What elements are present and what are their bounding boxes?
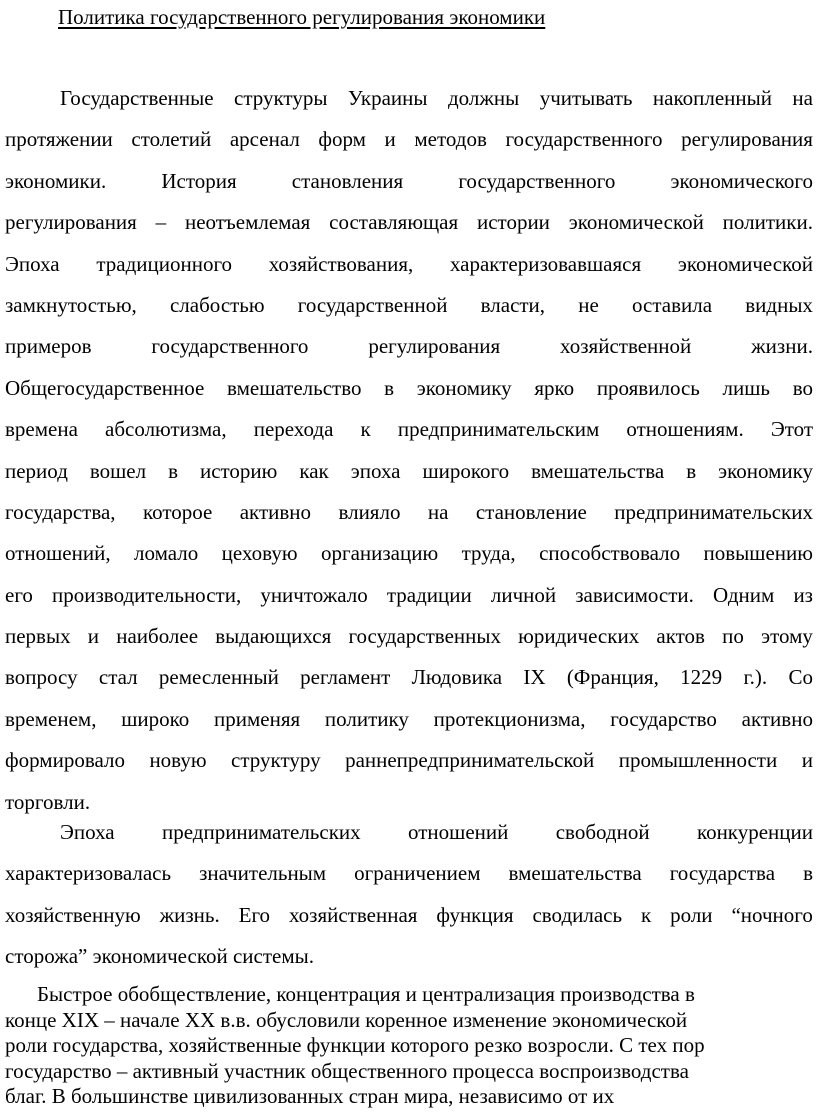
word: эпоха	[350, 458, 401, 483]
text-line	[5, 78, 813, 119]
word: экономику	[718, 458, 813, 483]
word: слабостью	[169, 292, 265, 317]
word: государственного	[458, 168, 616, 193]
text-line	[5, 202, 813, 243]
word: характеризовавшаяся	[449, 251, 642, 276]
word: Его	[238, 902, 271, 927]
word: хозяйственная	[288, 902, 418, 927]
word: накопленный	[652, 86, 772, 110]
word: регулирования	[5, 210, 137, 235]
word: государства	[669, 861, 776, 886]
word: широко	[121, 706, 190, 731]
text-line	[5, 451, 813, 492]
text-line	[5, 853, 813, 894]
word: отношений	[408, 820, 509, 844]
word: Со	[788, 665, 813, 690]
text-line	[5, 326, 813, 367]
word: регламент	[300, 665, 391, 690]
word: труда,	[461, 541, 516, 566]
word: отношений,	[5, 541, 111, 566]
word: временем,	[5, 706, 97, 731]
paragraph-2	[5, 812, 813, 978]
word: на	[792, 86, 813, 110]
word: зависимости.	[575, 582, 694, 607]
word: абсолютизма,	[105, 417, 227, 442]
text-line: благ. В большинстве цивилизованных стран мира, независимо от их	[5, 1084, 615, 1108]
text-line: государство – активный участник общественного процесса воспроизводства	[5, 1058, 689, 1083]
word: характеризовалась	[5, 861, 172, 886]
word: ремесленный	[158, 665, 279, 690]
text-line	[5, 533, 813, 574]
word: Эпоха	[5, 251, 60, 276]
text-line: торговли.	[5, 789, 91, 814]
word: регулирования	[681, 127, 813, 152]
word: ярко	[534, 375, 575, 400]
word: форм	[318, 127, 366, 152]
word: власти,	[480, 292, 546, 317]
word: вмешательство	[227, 375, 362, 400]
word: выдающихся	[215, 624, 332, 649]
word: его	[5, 582, 33, 607]
text-line	[5, 740, 813, 781]
word: экономику	[416, 375, 512, 400]
word: стал	[98, 665, 138, 690]
word: арсенал	[229, 127, 300, 152]
word: проявилось	[596, 375, 700, 400]
word: в	[803, 861, 813, 886]
word: вопросу	[5, 665, 78, 690]
word: предпринимательским	[397, 417, 600, 442]
word: юридических	[518, 624, 640, 649]
word: актов	[656, 624, 705, 649]
word: структуру	[231, 748, 321, 773]
word: структуры	[234, 86, 328, 110]
word: –	[155, 210, 167, 235]
word: применяя	[214, 706, 301, 731]
text-line	[5, 119, 813, 160]
text-line	[5, 285, 813, 326]
word: (Франция,	[566, 665, 659, 690]
word: IX	[523, 665, 546, 690]
word: экономики.	[5, 168, 107, 193]
word: отношениям.	[626, 417, 744, 442]
word: г.).	[743, 665, 768, 690]
text-line	[5, 492, 813, 533]
word: предпринимательских	[161, 820, 361, 844]
text-line: конце XIX – начале XX в.в. обусловили коренное изменение экономической	[5, 1007, 688, 1032]
word: Общегосударственное	[5, 375, 205, 400]
word: конкуренции	[696, 820, 813, 844]
word: активно	[239, 499, 312, 524]
word: государственной	[297, 292, 448, 317]
text-line: сторожа” экономической системы.	[5, 944, 314, 969]
word: сводилась	[532, 902, 623, 927]
word: политику	[324, 706, 409, 731]
word: организацию	[320, 541, 439, 566]
text-line: Быстрое обобществление, концентрация и централизация производства в	[37, 982, 695, 1006]
word: в	[168, 458, 178, 483]
word: наиболее	[116, 624, 199, 649]
word: Этот	[770, 417, 813, 442]
word: и	[87, 624, 100, 649]
word: протекционизма,	[433, 706, 586, 731]
word: экономической	[677, 251, 813, 276]
word: должны	[447, 86, 520, 110]
word: по	[722, 624, 744, 649]
word: замкнутостью,	[5, 292, 137, 317]
word: формировало	[5, 748, 125, 773]
word: истории	[476, 210, 550, 235]
word: первых	[5, 624, 71, 649]
word: этому	[761, 624, 813, 649]
word: свободной	[555, 820, 650, 844]
word: широкого	[422, 458, 510, 483]
word: становления	[291, 168, 404, 193]
word: регулирования	[368, 334, 501, 359]
word: 1229	[680, 665, 723, 690]
word: вмешательства	[531, 458, 665, 483]
word: в	[686, 458, 697, 483]
word: ломало	[134, 541, 199, 566]
paragraph-3	[5, 982, 813, 1110]
word: на	[427, 499, 449, 524]
word: к	[640, 902, 652, 927]
word: государственного	[151, 334, 309, 359]
word: предпринимательских	[614, 499, 813, 524]
word: функция	[436, 902, 514, 927]
word: повышению	[703, 541, 813, 566]
word: к	[360, 417, 371, 442]
text-line	[5, 244, 813, 285]
word: уничтожало	[260, 582, 368, 607]
word: Людовика	[411, 665, 503, 690]
word: государственного	[505, 127, 663, 152]
word: государства,	[5, 499, 116, 524]
word: оставила	[632, 292, 713, 317]
word: которое	[142, 499, 213, 524]
word: и	[801, 748, 813, 773]
word: примеров	[5, 334, 92, 359]
word: традиции	[386, 582, 472, 607]
text-line	[5, 575, 813, 616]
word: политики.	[722, 210, 813, 235]
document-title: Политика государственного регулирования экономики	[58, 5, 546, 29]
word: перехода	[253, 417, 334, 442]
word: времена	[5, 417, 78, 442]
word: видных	[745, 292, 813, 317]
word: “ночного	[731, 902, 813, 927]
word: личной	[490, 582, 557, 607]
text-line	[5, 161, 813, 202]
text-line	[5, 409, 813, 450]
word: хозяйственной	[560, 334, 692, 359]
word: Государственные	[60, 86, 214, 110]
word: производительности,	[52, 582, 242, 607]
word: цеховую	[221, 541, 298, 566]
word: роли	[670, 902, 713, 927]
word: учитывать	[539, 86, 633, 110]
word: не	[578, 292, 599, 317]
word: ограничением	[354, 861, 481, 886]
word: историю	[199, 458, 278, 483]
word: и	[384, 127, 396, 152]
word: экономического	[670, 168, 813, 193]
word: как	[299, 458, 329, 483]
word: промышленности	[618, 748, 778, 773]
word: методов	[414, 127, 487, 152]
word: период	[5, 458, 68, 483]
word: становление	[475, 499, 587, 524]
word: способствовало	[539, 541, 681, 566]
word: столетий	[131, 127, 212, 152]
word: новую	[149, 748, 207, 773]
text-line	[5, 657, 813, 698]
paragraph-1	[5, 78, 813, 823]
word: государственных	[348, 624, 501, 649]
word: активно	[741, 706, 813, 731]
word: раннепредпринимательской	[345, 748, 595, 773]
word: История	[161, 168, 237, 193]
word: неотъемлемая	[184, 210, 311, 235]
text-line	[5, 368, 813, 409]
word: жизнь.	[159, 902, 220, 927]
text-line	[5, 895, 813, 936]
text-line	[5, 616, 813, 657]
word: вошел	[89, 458, 147, 483]
word: протяжении	[5, 127, 113, 152]
word: Украины	[347, 86, 428, 110]
word: традиционного	[96, 251, 233, 276]
text-line: роли государства, хозяйственные функции которого резко возросли. С тех пор	[5, 1033, 705, 1057]
text-line	[5, 699, 813, 740]
word: в	[384, 375, 395, 400]
word: из	[793, 582, 813, 607]
word: жизни.	[751, 334, 813, 359]
word: вмешательства	[508, 861, 642, 886]
text-line	[5, 812, 813, 853]
word: во	[792, 375, 813, 400]
word: составляющая	[329, 210, 459, 235]
word: лишь	[722, 375, 771, 400]
word: хозяйствования,	[268, 251, 414, 276]
word: хозяйственную	[5, 902, 141, 927]
word: Эпоха	[60, 820, 115, 844]
word: Одним	[712, 582, 775, 607]
word: влияло	[338, 499, 401, 524]
word: значительным	[199, 861, 327, 886]
word: государство	[610, 706, 717, 731]
word: экономической	[568, 210, 704, 235]
